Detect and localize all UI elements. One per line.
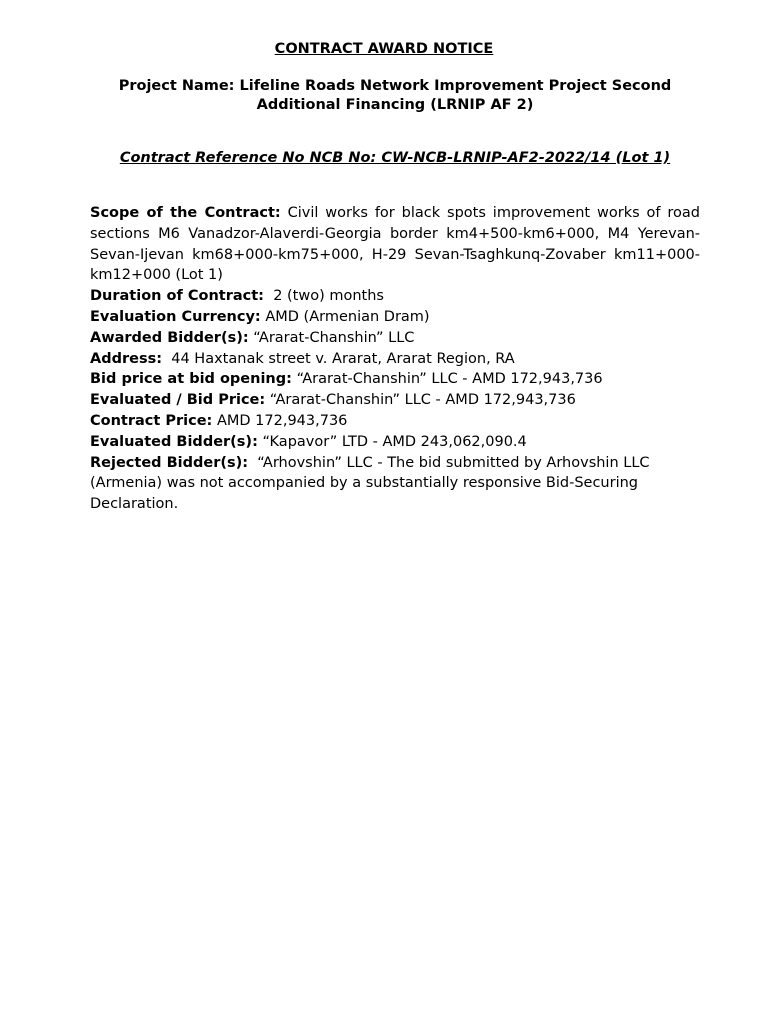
project-name-line-2: Additional Financing (LRNIP AF 2) <box>256 97 534 113</box>
currency-label: Evaluation Currency: <box>90 308 261 325</box>
evaluated-bid-price-label: Evaluated / Bid Price: <box>90 392 266 409</box>
project-name-line-1: Project Name: Lifeline Roads Network Improvement Project Second <box>118 78 672 94</box>
bid-price-opening-value: “Ararat-Chanshin” LLC - AMD 172,943,736 <box>296 371 603 388</box>
rejected-bidder-field <box>90 453 700 515</box>
duration-field <box>90 286 700 307</box>
scope-label: Scope of the Contract: <box>90 205 281 221</box>
awarded-bidder-label: Awarded Bidder(s): <box>90 329 249 346</box>
notice-title: CONTRACT AWARD NOTICE <box>274 41 494 57</box>
contract-price-field <box>90 411 700 432</box>
bid-price-opening-label: Bid price at bid opening: <box>90 371 292 388</box>
duration-value: 2 (two) months <box>273 288 384 305</box>
currency-value: AMD (Armenian Dram) <box>265 308 430 325</box>
address-field <box>90 349 700 370</box>
contract-reference: Contract Reference No NCB No: CW-NCB-LRNIP-AF2-2022/14 (Lot 1) <box>119 150 671 166</box>
rejected-bidder-label: Rejected Bidder(s): <box>90 454 249 471</box>
awarded-bidder-field <box>90 328 700 349</box>
bid-price-opening-field <box>90 369 700 390</box>
address-value: 44 Haxtanak street v. Ararat, Ararat Region, RA <box>171 350 515 367</box>
duration-label: Duration of Contract: <box>90 288 264 305</box>
evaluated-bid-price-value: “Ararat-Chanshin” LLC - AMD 172,943,736 <box>269 392 576 409</box>
evaluated-bidder-field <box>90 432 700 453</box>
scope-field <box>90 203 700 286</box>
evaluated-bidder-value: “Kapavor” LTD - AMD 243,062,090.4 <box>262 433 527 450</box>
contract-price-label: Contract Price: <box>90 412 213 429</box>
currency-field <box>90 307 700 328</box>
contract-price-value: AMD 172,943,736 <box>216 412 348 429</box>
contract-details <box>90 203 700 515</box>
address-label: Address: <box>90 350 163 367</box>
awarded-bidder-value: “Ararat-Chanshin” LLC <box>253 329 415 346</box>
scope-value: Civil works for black spots improvement works of road sections M6 Vanadzor-Alaverdi-Georgia border km4+500-km6+000, M4 Yerevan-Sevan-Ijevan km68+000-km75+000, H-29 Sevan-Tsaghkunq-Zovaber km11+000-km12+000 (Lot 1) <box>90 205 701 284</box>
evaluated-bidder-label: Evaluated Bidder(s): <box>90 433 258 450</box>
evaluated-bid-price-field <box>90 390 700 411</box>
project-name <box>90 77 700 115</box>
rejected-bidder-value: “Arhovshin” LLC - The bid submitted by Arhovshin LLC (Armenia) was not accompanied by a substantially responsive Bid-Securing Declaration. <box>90 454 650 513</box>
